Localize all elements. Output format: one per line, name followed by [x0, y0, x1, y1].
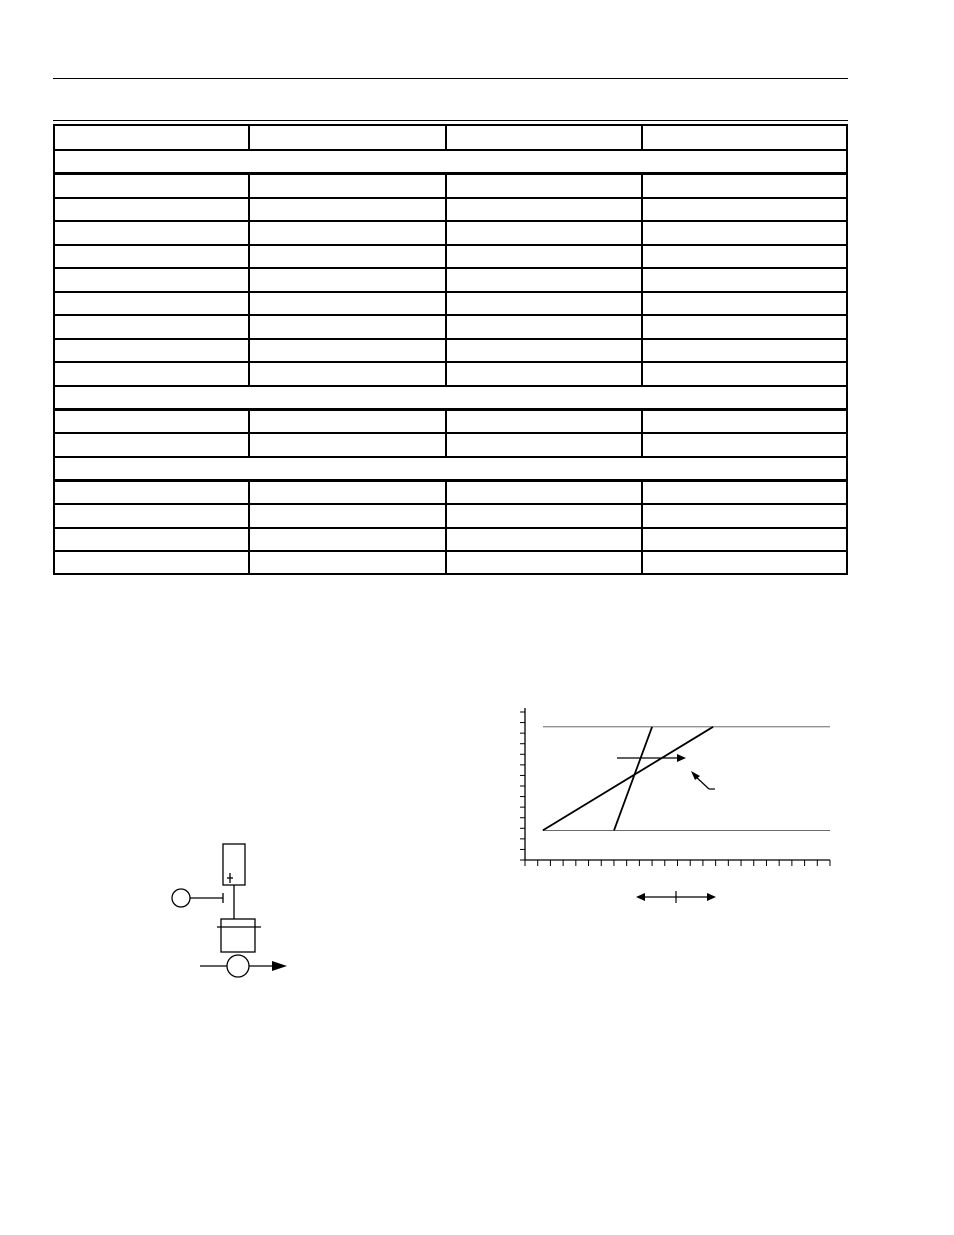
table-cell: [55, 293, 250, 314]
table-row: [55, 222, 846, 246]
table-row: [55, 316, 846, 340]
table-top-rule: [53, 120, 848, 121]
table-cell: [55, 175, 250, 197]
chart-series: [543, 727, 713, 831]
table-cell: [55, 340, 250, 361]
table-cell: [643, 199, 846, 220]
table-cell: [250, 505, 447, 527]
annotation-range-arrowhead-right: [707, 893, 716, 901]
series-line: [614, 727, 652, 831]
table-row: [55, 505, 846, 529]
column-header: [447, 126, 643, 149]
table-cell: [55, 529, 250, 550]
table-cell: [55, 505, 250, 527]
table-cell: [250, 269, 447, 291]
table-cell: [250, 363, 447, 385]
table-cell: [643, 316, 846, 338]
table-row: [55, 199, 846, 222]
table-cell: [447, 269, 643, 291]
schematic-bottom-node: [227, 955, 249, 977]
schematic-left-node: [172, 889, 190, 907]
table-section-heading: [55, 151, 846, 175]
table-row: [55, 363, 846, 387]
table-row: [55, 246, 846, 269]
table-cell: [643, 529, 846, 550]
annotation-arrowhead: [677, 754, 686, 762]
schematic-flow-arrowhead: [272, 961, 287, 971]
chart-axes: [520, 708, 830, 866]
table-cell: [447, 505, 643, 527]
table-cell: [447, 199, 643, 220]
table-header-row: [55, 126, 846, 151]
table-cell: [250, 482, 447, 503]
table-cell: [447, 175, 643, 197]
column-header: [55, 126, 250, 149]
series-line: [543, 727, 713, 831]
table-row: [55, 411, 846, 434]
table-cell: [643, 269, 846, 291]
section-title: [55, 458, 846, 479]
table-row: [55, 269, 846, 293]
table-cell: [643, 246, 846, 267]
table-row: [55, 175, 846, 199]
table-cell: [55, 246, 250, 267]
line-chart: [505, 700, 845, 910]
table-cell: [250, 199, 447, 220]
table-section-heading: [55, 387, 846, 411]
table-cell: [55, 269, 250, 291]
annotation-range-arrowhead-left: [636, 893, 645, 901]
table-cell: [250, 222, 447, 244]
schematic-diagram: [160, 835, 300, 985]
table-cell: [643, 222, 846, 244]
spec-table: [53, 124, 848, 575]
section-title: [55, 387, 846, 408]
column-header: [250, 126, 447, 149]
table-row: [55, 340, 846, 363]
table-cell: [447, 552, 643, 573]
table-cell: [250, 175, 447, 197]
table-cell: [447, 434, 643, 456]
table-cell: [447, 482, 643, 503]
table-cell: [447, 340, 643, 361]
table-cell: [447, 293, 643, 314]
table-cell: [55, 482, 250, 503]
table-cell: [643, 175, 846, 197]
table-cell: [55, 434, 250, 456]
table-cell: [643, 293, 846, 314]
table-section-heading: [55, 458, 846, 482]
table-row: [55, 293, 846, 316]
table-cell: [250, 434, 447, 456]
table-cell: [250, 246, 447, 267]
table-cell: [643, 340, 846, 361]
table-cell: [643, 363, 846, 385]
table-cell: [55, 552, 250, 573]
table-cell: [447, 363, 643, 385]
table-cell: [250, 316, 447, 338]
table-cell: [447, 222, 643, 244]
table-cell: [447, 529, 643, 550]
table-cell: [55, 222, 250, 244]
header-rule: [53, 78, 848, 79]
table-cell: [250, 529, 447, 550]
table-row: [55, 434, 846, 458]
table-cell: [643, 505, 846, 527]
section-title: [55, 151, 846, 172]
table-cell: [643, 482, 846, 503]
table-cell: [55, 316, 250, 338]
table-cell: [447, 316, 643, 338]
table-cell: [447, 411, 643, 432]
table-cell: [447, 246, 643, 267]
table-cell: [643, 552, 846, 573]
column-header: [643, 126, 846, 149]
table-cell: [250, 340, 447, 361]
schematic-lower-box: [221, 919, 255, 952]
table-cell: [250, 293, 447, 314]
table-row: [55, 552, 846, 573]
table-cell: [55, 363, 250, 385]
schematic-upper-box: [223, 844, 245, 885]
table-cell: [55, 199, 250, 220]
table-row: [55, 482, 846, 505]
table-cell: [55, 411, 250, 432]
table-row: [55, 529, 846, 552]
table-cell: [643, 434, 846, 456]
table-cell: [250, 552, 447, 573]
table-cell: [250, 411, 447, 432]
table-cell: [643, 411, 846, 432]
